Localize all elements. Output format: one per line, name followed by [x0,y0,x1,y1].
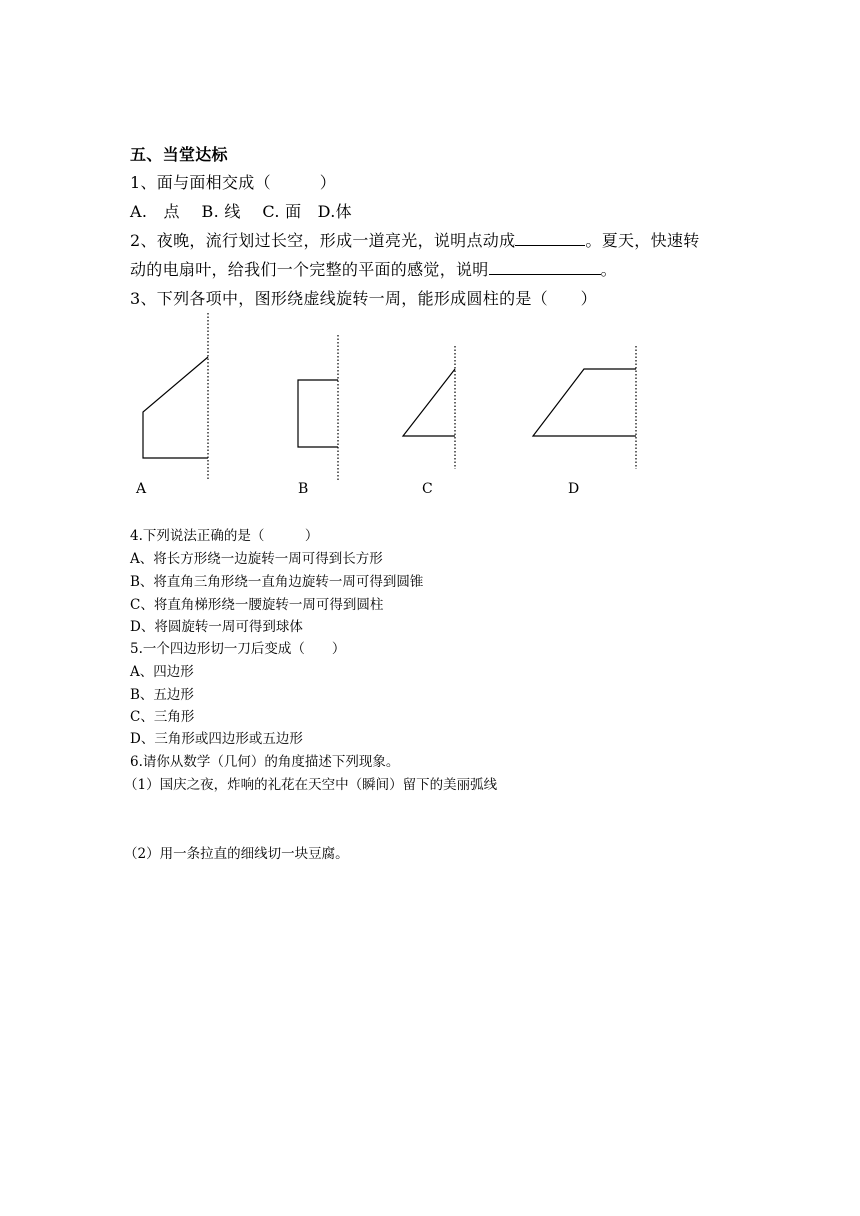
question-3-stem: 3、下列各项中，图形绕虚线旋转一周，能形成圆柱的是（ ） [130,289,597,308]
question-1-options: A. 点 B. 线 C. 面 D.体 [130,202,352,221]
question-2-text-c: 动的电扇叶，给我们一个完整的平面的感觉，说明 [130,260,489,279]
question-4-option-a: A、将长方形绕一边旋转一周可得到长方形 [130,551,383,567]
question-2-text-a: 2、夜晚，流行划过长空，形成一道亮光，说明点动成 [130,231,516,250]
figure-label-d: D [568,481,580,497]
figure-b [298,335,338,480]
question-4-option-d: D、将圆旋转一周可得到球体 [130,619,303,635]
question-5-option-b: B、五边形 [130,687,194,703]
shape-b [298,380,338,447]
figure-label-a: A [136,481,147,497]
figure-a [143,313,208,480]
figure-label-b: B [298,481,309,497]
question-1-stem: 1、面与面相交成（ ） [130,173,337,192]
section-title: 五、当堂达标 [130,145,228,164]
question-6-part-1: （1）国庆之夜，炸响的礼花在天空中（瞬间）留下的美丽弧线 [124,777,498,793]
question-5-option-c: C、三角形 [130,709,195,725]
figure-label-c: C [422,481,433,497]
question-2-text-b: 。夏天，快速转 [585,231,700,250]
shape-d [533,369,636,436]
question-6-part-2: （2）用一条拉直的细线切一块豆腐。 [124,846,349,862]
figure-c [403,346,455,469]
question-2-text-d: 。 [600,260,617,279]
shape-c [403,369,455,436]
question-4-option-c: C、将直角梯形绕一腰旋转一周可得到圆柱 [130,597,384,613]
question-5-stem: 5.一个四边形切一刀后变成（ ） [130,641,346,657]
shape-a [143,357,208,458]
question-5-option-d: D、三角形或四边形或五边形 [130,731,303,747]
question-4-stem: 4.下列说法正确的是（ ） [130,528,319,544]
question-4-option-b: B、将直角三角形绕一直角边旋转一周可得到圆锥 [130,574,424,590]
question-6-stem: 6.请你从数学（几何）的角度描述下列现象。 [130,754,400,770]
figure-d [533,346,636,469]
question-5-option-a: A、四边形 [130,664,194,680]
